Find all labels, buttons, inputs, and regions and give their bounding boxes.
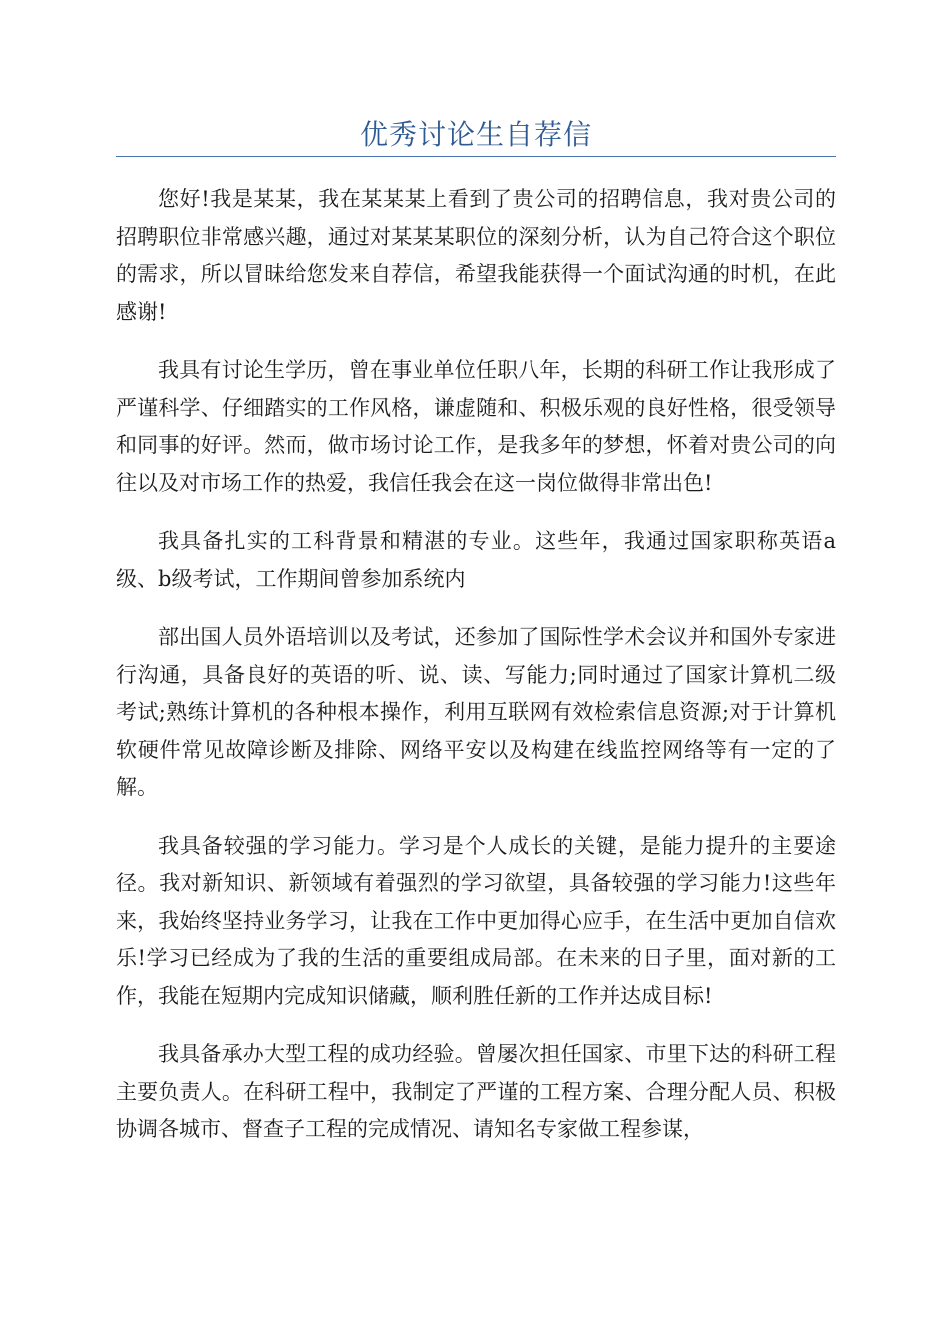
document-body: [116, 181, 836, 1149]
paragraph-education: 我具有讨论生学历，曾在事业单位任职八年，长期的科研工作让我形成了严谨科学、仔细踏实的工作风格，谦虚随和、积极乐观的良好性格，很受领导和同事的好评。然而，做市场讨论工作，是我多年的梦想，怀着对贵公司的向往以及对市场工作的热爱，我信任我会在这一岗位做得非常出色!: [116, 358, 836, 495]
paragraph-learning: 我具备较强的学习能力。学习是个人成长的关键，是能力提升的主要途径。我对新知识、新领域有着强烈的学习欲望，具备较强的学习能力!这些年来，我始终坚持业务学习，让我在工作中更加得心应手，在生活中更加自信欢乐!学习已经成为了我的生活的重要组成局部。在未来的日子里，面对新的工作，我能在短期内完成知识储藏，顺利胜任新的工作并达成目标!: [116, 833, 836, 1008]
paragraph-languages: 部出国人员外语培训以及考试，还参加了国际性学术会议并和国外专家进行沟通，具备良好的英语的听、说、读、写能力;同时通过了国家计算机二级考试;熟练计算机的各种根本操作，利用互联网有效检索信息资源;对于计算机软硬件常见故障诊断及排除、网络平安以及构建在线监控网络等有一定的了解。: [116, 625, 836, 799]
paragraph-projects: 我具备承办大型工程的成功经验。曾屡次担任国家、市里下达的科研工程主要负责人。在科研工程中，我制定了严谨的工程方案、合理分配人员、积极协调各城市、督查子工程的完成情况、请知名专家做工程参谋，: [116, 1042, 836, 1141]
document-page: [116, 0, 836, 1170]
document-title: 优秀讨论生自荐信: [359, 118, 592, 151]
title-underline: [116, 156, 836, 157]
paragraph-background: 我具备扎实的工科背景和精湛的专业。这些年，我通过国家职称英语a级、b级考试，工作期间曾参加系统内: [116, 529, 836, 591]
paragraph-greeting: 您好!我是某某，我在某某某上看到了贵公司的招聘信息，我对贵公司的招聘职位非常感兴趣，通过对某某某职位的深刻分析，认为自己符合这个职位的需求，所以冒昧给您发来自荐信，希望我能获得一个面试沟通的时机，在此感谢!: [116, 187, 836, 324]
